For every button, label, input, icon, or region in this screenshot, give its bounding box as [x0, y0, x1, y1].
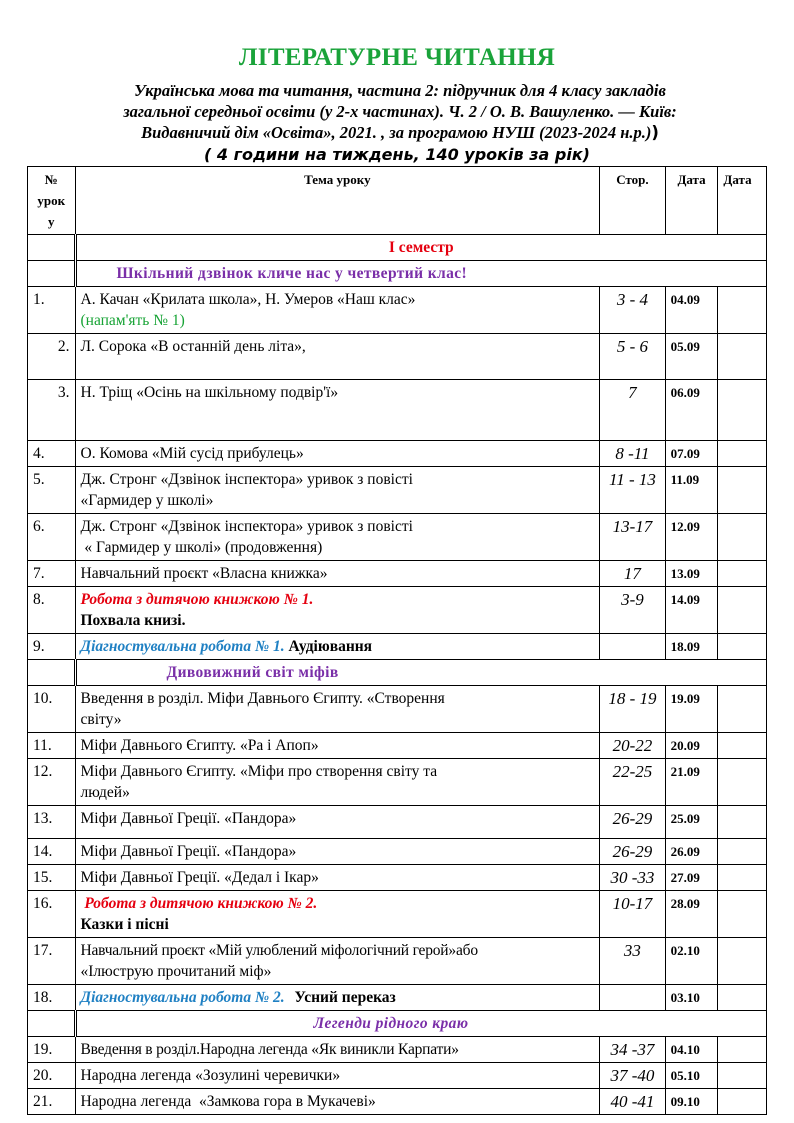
lesson-topic: Навчальний проєкт «Власна книжка» — [75, 561, 600, 587]
section-title: Дивовижний світ міфів — [75, 660, 767, 686]
lesson-date-actual — [718, 514, 767, 561]
lesson-pages: 33 — [600, 938, 665, 985]
lesson-topic — [75, 759, 600, 806]
lesson-date-actual — [718, 733, 767, 759]
lesson-date: 12.09 — [665, 514, 718, 561]
lesson-date: 04.09 — [665, 287, 718, 334]
lesson-topic: Народна легенда «Замкова гора в Мукачеві» — [75, 1089, 600, 1115]
lesson-topic — [75, 891, 600, 938]
lesson-topic: Міфи Давньої Греції. «Пандора» — [75, 839, 600, 865]
table-row — [28, 1089, 767, 1115]
table-row — [28, 1037, 767, 1063]
lesson-pages: 34 -37 — [600, 1037, 665, 1063]
table-row — [28, 806, 767, 839]
lesson-topic-text: Навчальний проєкт «Мій улюблений міфологічний герой»або — [80, 942, 478, 959]
reading-work-title: Робота з дитячою книжкою № 2. — [80, 895, 318, 912]
lesson-topic-text: світу» — [80, 711, 122, 728]
lesson-topic: Л. Сорока «В останній день літа», — [75, 334, 600, 380]
lesson-date-actual — [718, 686, 767, 733]
lesson-number: 8. — [28, 587, 76, 634]
lesson-date-actual — [718, 759, 767, 806]
section-row — [28, 261, 767, 287]
lesson-topic-text: «Гармидер у школі» — [80, 492, 214, 509]
lesson-date: 28.09 — [665, 891, 718, 938]
diagnostic-work-title: Діагностувальна робота № 1. — [80, 638, 285, 655]
lesson-number: 17. — [28, 938, 76, 985]
lesson-date: 04.10 — [665, 1037, 718, 1063]
lesson-number: 11. — [28, 733, 76, 759]
lesson-date: 25.09 — [665, 806, 718, 839]
lesson-topic: Н. Тріщ «Осінь на шкільному подвір'ї» — [75, 380, 600, 441]
page-title: ЛІТЕРАТУРНЕ ЧИТАННЯ — [238, 44, 556, 71]
lesson-pages: 3 - 4 — [600, 287, 665, 334]
lesson-topic-text: А. Качан «Крилата школа», Н. Умеров «Наш клас» — [80, 291, 416, 308]
lesson-plan-table — [27, 166, 767, 1115]
lesson-date: 21.09 — [665, 759, 718, 806]
lesson-number: 4. — [28, 441, 76, 467]
header-num-line: у — [48, 214, 55, 229]
section-title — [75, 1011, 767, 1037]
table-row — [28, 938, 767, 985]
table-row — [28, 380, 767, 441]
lesson-topic — [75, 467, 600, 514]
lesson-date: 13.09 — [665, 561, 718, 587]
lesson-date-actual — [718, 865, 767, 891]
table-row — [28, 467, 767, 514]
lesson-topic: Народна легенда «Зозулині черевички» — [75, 1063, 600, 1089]
lesson-topic — [75, 985, 600, 1011]
lesson-topic-text: « Гармидер у школі» (продовження) — [80, 539, 323, 556]
lesson-pages: 7 — [600, 380, 665, 441]
header-num-line: № — [44, 172, 58, 187]
lesson-number: 14. — [28, 839, 76, 865]
lesson-topic: Введення в розділ.Народна легенда «Як виникли Карпати» — [75, 1037, 600, 1063]
empty-cell — [28, 660, 76, 686]
lesson-date-actual — [718, 380, 767, 441]
section-title: Шкільний дзвінок кличе нас у четвертий клас! — [75, 261, 767, 287]
lesson-topic: Міфи Давньої Греції. «Пандора» — [75, 806, 600, 839]
lesson-number: 12. — [28, 759, 76, 806]
lesson-topic — [75, 938, 600, 985]
diagnostic-work-title: Діагностувальна робота № 2. — [80, 989, 285, 1006]
lesson-date-actual — [718, 287, 767, 334]
lesson-topic-text: Похвала книзі. — [80, 612, 186, 629]
lesson-topic: Міфи Давнього Єгипту. «Ра і Апоп» — [75, 733, 600, 759]
lesson-number: 6. — [28, 514, 76, 561]
lesson-number: 15. — [28, 865, 76, 891]
table-row — [28, 634, 767, 660]
lesson-number: 1. — [28, 287, 76, 334]
lesson-date-actual — [718, 1089, 767, 1115]
lesson-pages: 18 - 19 — [600, 686, 665, 733]
section-row — [28, 660, 767, 686]
lesson-topic-text: Аудіювання — [288, 638, 373, 655]
lesson-number: 9. — [28, 634, 76, 660]
book-reference-line-3: Видавничий дім «Освіта», 2021. , за програмою НУШ (2023-2024 н.р.)) — [141, 123, 659, 142]
lesson-topic-text: людей» — [80, 784, 130, 801]
lesson-topic: Міфи Давньої Греції. «Дедал і Ікар» — [75, 865, 600, 891]
book-reference — [40, 80, 760, 143]
header-date: Дата — [665, 167, 718, 235]
reading-work-title: Робота з дитячою книжкою № 1. — [80, 591, 314, 608]
semester-row — [28, 235, 767, 261]
lesson-number: 19. — [28, 1037, 76, 1063]
lesson-topic-text: Міфи Давнього Єгипту. «Міфи про створення світу та — [80, 763, 438, 780]
lesson-date: 18.09 — [665, 634, 718, 660]
lesson-date: 06.09 — [665, 380, 718, 441]
lesson-date-actual — [718, 467, 767, 514]
table-row — [28, 985, 767, 1011]
lesson-pages: 17 — [600, 561, 665, 587]
lesson-topic-text: Дж. Стронг «Дзвінок інспектора» уривок з повісті — [80, 471, 413, 488]
lesson-date: 05.09 — [665, 334, 718, 380]
lesson-date: 26.09 — [665, 839, 718, 865]
lesson-topic — [75, 634, 600, 660]
book-reference-line-2: загальної середньої освіти (у 2-х частинах). Ч. 2 / О. В. Вашуленко. — Київ: — [123, 102, 677, 121]
lesson-date-actual — [718, 634, 767, 660]
lesson-topic — [75, 514, 600, 561]
lesson-number: 10. — [28, 686, 76, 733]
empty-cell — [28, 1011, 76, 1037]
lesson-pages — [600, 985, 665, 1011]
lesson-date-actual — [718, 561, 767, 587]
lesson-topic — [75, 587, 600, 634]
empty-cell — [28, 235, 76, 261]
empty-cell — [28, 261, 76, 287]
lesson-date-actual — [718, 334, 767, 380]
lesson-date-actual — [718, 985, 767, 1011]
lesson-date: 14.09 — [665, 587, 718, 634]
lesson-date: 11.09 — [665, 467, 718, 514]
lesson-date-actual — [718, 1063, 767, 1089]
lesson-topic: О. Комова «Мій сусід прибулець» — [75, 441, 600, 467]
hours-per-week: ( 4 години на тиждень, 140 уроків за рік) — [204, 145, 590, 164]
lesson-pages — [600, 634, 665, 660]
lesson-date-actual — [718, 839, 767, 865]
lesson-date: 09.10 — [665, 1089, 718, 1115]
header-lesson-number — [28, 167, 76, 235]
lesson-topic-text: «Ілюструю прочитаний міф» — [80, 963, 272, 980]
lesson-date: 05.10 — [665, 1063, 718, 1089]
lesson-number: 13. — [28, 806, 76, 839]
lesson-pages: 40 -41 — [600, 1089, 665, 1115]
header-num-line: урок — [37, 193, 66, 208]
lesson-pages: 22-25 — [600, 759, 665, 806]
lesson-number: 5. — [28, 467, 76, 514]
lesson-date-actual — [718, 938, 767, 985]
lesson-pages: 37 -40 — [600, 1063, 665, 1089]
section-title-text: Легенди рідного краю — [313, 1015, 469, 1032]
lesson-number: 20. — [28, 1063, 76, 1089]
lesson-topic-text: Усний переказ — [294, 989, 396, 1006]
table-row — [28, 287, 767, 334]
lesson-number: 18. — [28, 985, 76, 1011]
table-row — [28, 514, 767, 561]
lesson-date-actual — [718, 891, 767, 938]
lesson-number: 16. — [28, 891, 76, 938]
lesson-date: 27.09 — [665, 865, 718, 891]
table-row — [28, 441, 767, 467]
table-header-row — [28, 167, 767, 235]
lesson-pages: 11 - 13 — [600, 467, 665, 514]
header-topic: Тема уроку — [75, 167, 600, 235]
lesson-date: 20.09 — [665, 733, 718, 759]
lesson-date-actual — [718, 806, 767, 839]
lesson-pages: 26-29 — [600, 839, 665, 865]
lesson-number: 7. — [28, 561, 76, 587]
lesson-date-actual — [718, 441, 767, 467]
lesson-date: 07.09 — [665, 441, 718, 467]
book-reference-line-1: Українська мова та читання, частина 2: підручник для 4 класу закладів — [134, 81, 666, 100]
table-row — [28, 891, 767, 938]
lesson-pages: 20-22 — [600, 733, 665, 759]
table-row — [28, 686, 767, 733]
lesson-pages: 26-29 — [600, 806, 665, 839]
table-row — [28, 865, 767, 891]
lesson-number: 21. — [28, 1089, 76, 1115]
lesson-topic-text: Введення в розділ. Міфи Давнього Єгипту. «Створення — [80, 690, 445, 707]
header-pages: Стор. — [600, 167, 665, 235]
lesson-pages: 5 - 6 — [600, 334, 665, 380]
lesson-topic-text: Дж. Стронг «Дзвінок інспектора» уривок з повісті — [80, 518, 413, 535]
header-date-actual: Дата — [718, 167, 767, 235]
lesson-pages: 10-17 — [600, 891, 665, 938]
table-row — [28, 334, 767, 380]
lesson-number: 2. — [28, 334, 76, 380]
lesson-pages: 8 -11 — [600, 441, 665, 467]
table-row — [28, 1063, 767, 1089]
lesson-date: 02.10 — [665, 938, 718, 985]
lesson-date: 03.10 — [665, 985, 718, 1011]
lesson-date: 19.09 — [665, 686, 718, 733]
lesson-pages: 3-9 — [600, 587, 665, 634]
lesson-date-actual — [718, 1037, 767, 1063]
table-row — [28, 561, 767, 587]
memorize-note: (напам'ять № 1) — [80, 312, 185, 329]
lesson-topic-text: Казки і пісні — [80, 916, 169, 933]
table-row — [28, 733, 767, 759]
table-row — [28, 587, 767, 634]
lesson-date-actual — [718, 587, 767, 634]
table-row — [28, 759, 767, 806]
lesson-topic — [75, 287, 600, 334]
semester-label: І семестр — [75, 235, 767, 261]
lesson-pages: 13-17 — [600, 514, 665, 561]
lesson-topic — [75, 686, 600, 733]
section-row — [28, 1011, 767, 1037]
table-row — [28, 839, 767, 865]
lesson-number: 3. — [28, 380, 76, 441]
lesson-pages: 30 -33 — [600, 865, 665, 891]
